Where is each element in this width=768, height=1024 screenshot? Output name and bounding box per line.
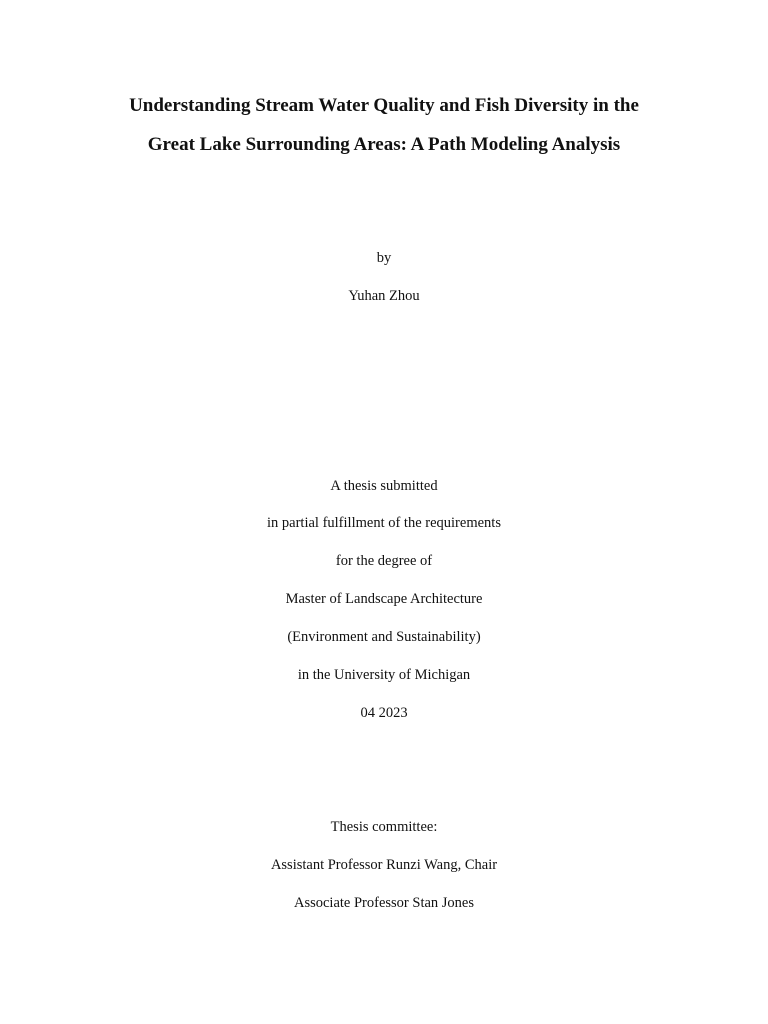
thesis-title-line-2: Great Lake Surrounding Areas: A Path Modeling Analysis [147, 134, 621, 155]
degree-name: Master of Landscape Architecture [285, 591, 483, 607]
submission-date: 04 2023 [360, 705, 408, 721]
committee-heading: Thesis committee: [330, 819, 438, 835]
by-label: by [376, 250, 392, 266]
committee-member: Associate Professor Stan Jones [293, 895, 475, 911]
thesis-title-line-1: Understanding Stream Water Quality and Fish Diversity in the [129, 95, 639, 116]
degree-specialization: (Environment and Sustainability) [287, 629, 481, 645]
submission-line: A thesis submitted [330, 478, 438, 494]
submission-line: in partial fulfillment of the requirements [267, 515, 501, 531]
committee-member-chair: Assistant Professor Runzi Wang, Chair [270, 857, 498, 873]
author-name: Yuhan Zhou [348, 288, 420, 304]
submission-line: for the degree of [335, 553, 433, 569]
university-name: in the University of Michigan [297, 667, 471, 683]
